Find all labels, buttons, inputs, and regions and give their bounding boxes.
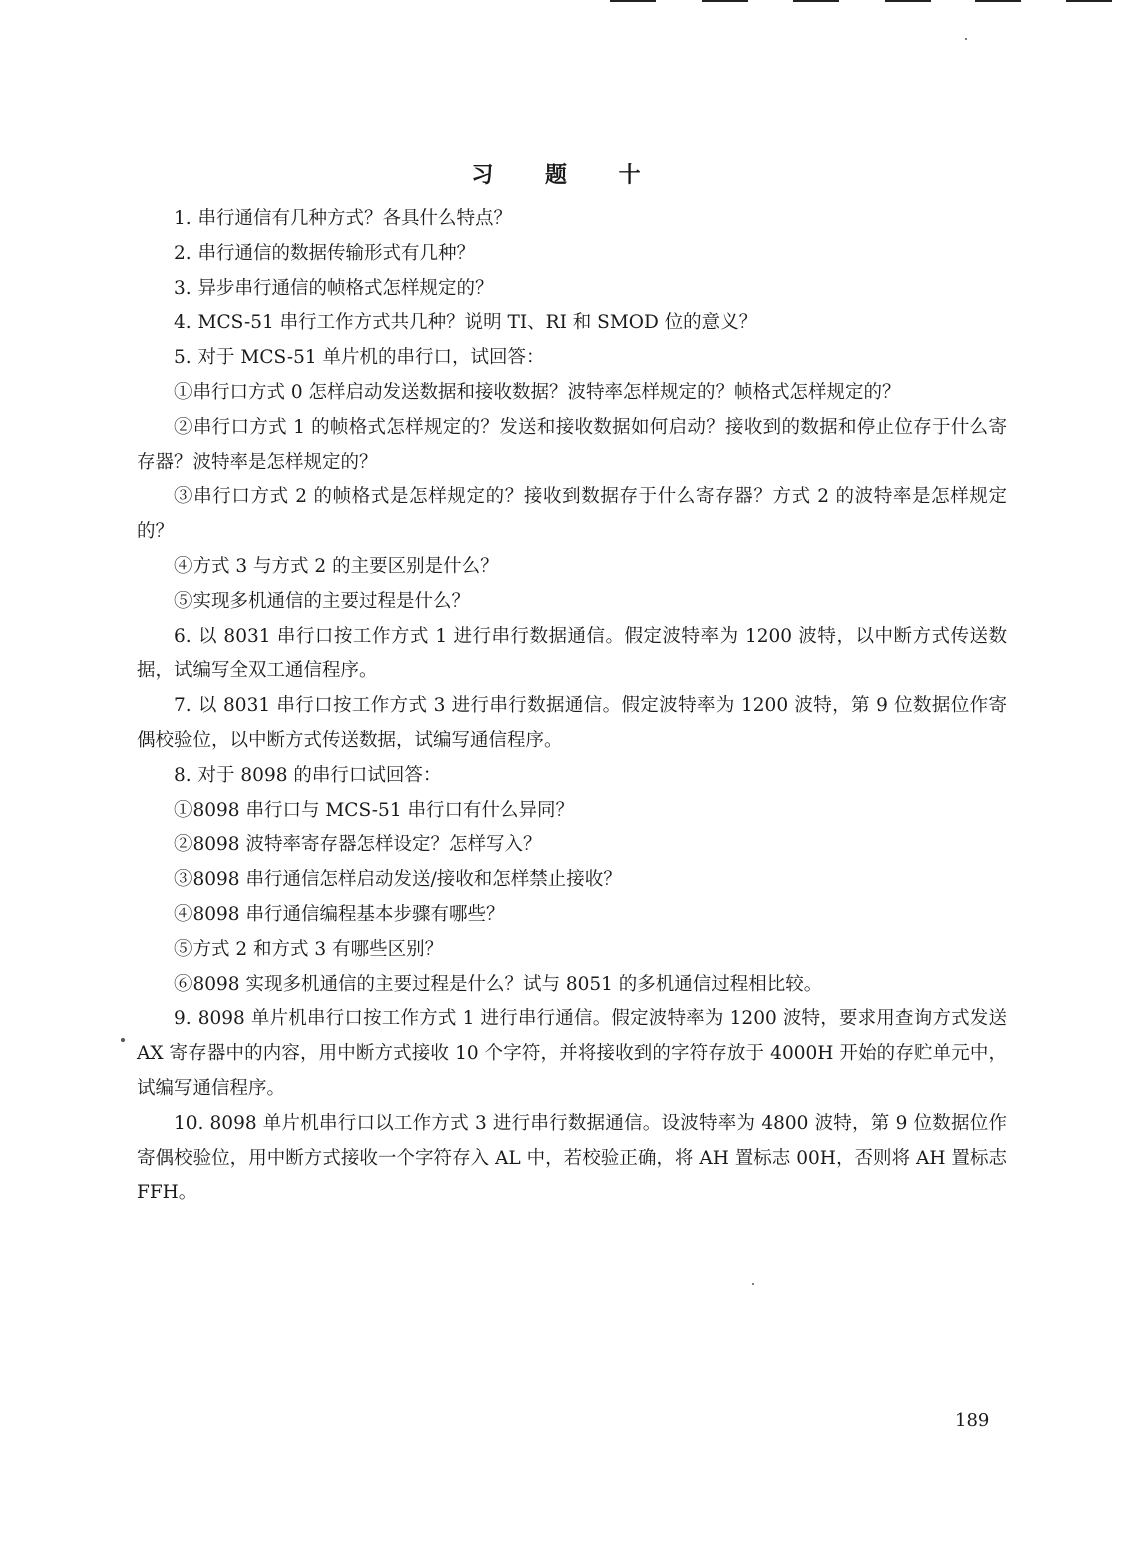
exercise-9: 9. 8098 单片机串行口按工作方式 1 进行串行通信。假定波特率为 1200 波特，要求用查询方式发送 AX 寄存器中的内容，用中断方式接收 10 个字符，并将接收到的字符存放于 4000H 开始的存贮单元中，试编写通信程序。	[137, 1008, 1007, 1099]
exercise-5-part-4: ④方式 3 与方式 2 的主要区别是什么？	[174, 555, 499, 577]
scan-speck	[965, 38, 967, 40]
exercise-8-part-5: ⑤方式 2 和方式 3 有哪些区别？	[174, 938, 444, 960]
exercise-list	[137, 202, 1007, 1211]
page-number: 189	[955, 1410, 990, 1431]
scan-speck	[752, 1283, 754, 1285]
header-rule	[610, 0, 656, 2]
exercise-3: 3. 异步串行通信的帧格式怎样规定的？	[174, 277, 494, 299]
exercise-10: 10. 8098 单片机串行口以工作方式 3 进行串行数据通信。设波特率为 4800 波特，第 9 位数据位作寄偶校验位，用中断方式接收一个字符存入 AL 中，若校验正确，将 AH 置标志 00H，否则将 AH 置标志 FFH。	[137, 1112, 1007, 1204]
exercise-8-part-3: ③8098 串行通信怎样启动发送/接收和怎样禁止接收？	[174, 869, 622, 891]
page-title: 习 题 十	[471, 162, 663, 188]
exercise-2: 2. 串行通信的数据传输形式有几种？	[174, 242, 476, 264]
header-rule	[885, 0, 931, 2]
exercise-1: 1. 串行通信有几种方式？各具什么特点？	[174, 208, 513, 229]
scan-speck	[121, 1038, 125, 1042]
exercise-8-part-4: ④8098 串行通信编程基本步骤有哪些？	[174, 903, 505, 925]
exercise-5-part-3: ③串行口方式 2 的帧格式是怎样规定的？接收到数据存于什么寄存器？方式 2 的波特率是怎样规定的？	[137, 486, 1007, 543]
exercise-5-part-5: ⑤实现多机通信的主要过程是什么？	[174, 590, 471, 612]
header-rule	[793, 0, 839, 2]
exercise-5-part-1: ①串行口方式 0 怎样启动发送数据和接收数据？波特率怎样规定的？帧格式怎样规定的？	[174, 381, 901, 403]
exercise-8-part-6: ⑥8098 实现多机通信的主要过程是什么？试与 8051 的多机通信过程相比较。	[174, 973, 823, 995]
exercise-7: 7. 以 8031 串行口按工作方式 3 进行串行数据通信。假定波特率为 1200 波特，第 9 位数据位作寄偶校验位，以中断方式传送数据，试编写通信程序。	[137, 695, 1007, 751]
exercise-6: 6. 以 8031 串行口按工作方式 1 进行串行数据通信。假定波特率为 1200 波特，以中断方式传送数据，试编写全双工通信程序。	[137, 625, 1007, 682]
exercise-8: 8. 对于 8098 的串行口试回答：	[174, 764, 442, 786]
header-rule	[975, 0, 1021, 2]
exercise-8-part-2: ②8098 波特率寄存器怎样设定？怎样写入？	[174, 834, 542, 856]
header-rule	[1066, 0, 1112, 2]
header-rule	[702, 0, 748, 2]
exercise-5: 5. 对于 MCS-51 单片机的串行口，试回答：	[174, 347, 545, 369]
exercise-8-part-1: ①8098 串行口与 MCS-51 串行口有什么异同？	[174, 799, 574, 821]
exercise-5-part-2: ②串行口方式 1 的帧格式怎样规定的？发送和接收数据如何启动？接收到的数据和停止位存于什么寄存器？波特率是怎样规定的？	[137, 416, 1007, 473]
exercise-4: 4. MCS-51 串行工作方式共几种？说明 TI、RI 和 SMOD 位的意义？	[174, 312, 758, 334]
